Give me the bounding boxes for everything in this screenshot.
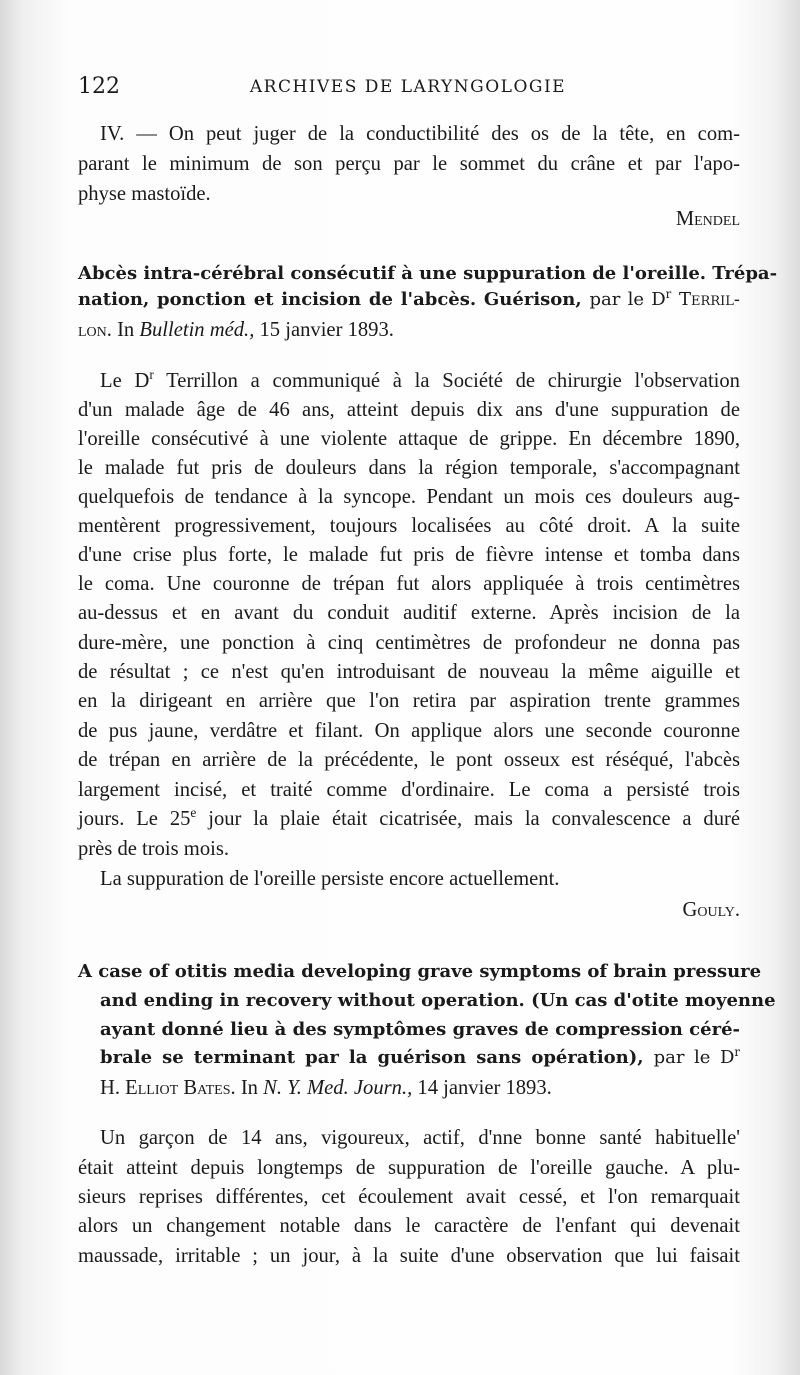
author-signature: Mendel <box>675 208 740 230</box>
paragraph-line: IV. — On peut juger de la conductibilité des os de la tête, en com- <box>100 123 740 145</box>
article-title-line: lon. In Bulletin méd., 15 janvier 1893. <box>78 319 394 341</box>
paragraph-line: était atteint depuis longtemps de suppuration de l'oreille gauche. A plu- <box>78 1157 740 1179</box>
paragraph-line: le malade fut pris de douleurs dans la région temporale, s'accompagnant <box>78 457 740 479</box>
paragraph-line: de résultat ; ce n'est qu'en introduisant de nouveau la même aiguille et <box>78 661 740 683</box>
page-number: 122 <box>78 74 120 99</box>
paragraph-line: en la dirigeant en arrière que l'on retira par aspiration trente grammes <box>78 690 740 712</box>
paragraph-line: le coma. Une couronne de trépan fut alors appliquée à trois centimètres <box>78 573 740 595</box>
paragraph-line: sieurs reprises différentes, cet écoulement avait cessé, et l'on remarquait <box>78 1186 740 1208</box>
article-title-line: H. Elliot Bates. In N. Y. Med. Journ., 14 janvier 1893. <box>100 1077 552 1099</box>
paragraph-line: alors un changement notable dans le caractère de l'enfant qui devenait <box>78 1215 740 1237</box>
author-signature: Gouly. <box>682 899 740 921</box>
paragraph-line: largement incisé, et traité comme d'ordinaire. Le coma a persisté trois <box>78 779 740 801</box>
paragraph-line: Le $D^r$ Terrillon a communiqué à la Société de chirurgie l'observation <box>100 367 740 392</box>
paragraph-line: jours. Le 25e jour la plaie était cicatrisée, mais la convalescence a duré <box>78 805 740 830</box>
paragraph-line: maussade, irritable ; un jour, à la suite d'une observation que lui faisait <box>78 1245 740 1267</box>
paragraph-line: d'une crise plus forte, le malade fut pris de fièvre intense et tomba dans <box>78 544 740 566</box>
paragraph-line: de pus jaune, verdâtre et filant. On applique alors une seconde couronne <box>78 720 740 742</box>
article-title-line: Abcès intra-cérébral consécutif à une suppuration de l'oreille. Trépa- <box>78 263 778 284</box>
paragraph-line: Un garçon de 14 ans, vigoureux, actif, d'nne bonne santé habituelle' <box>100 1127 740 1149</box>
article-title-line: nation, ponction et incision de l'abcès. Guérison, par le $D^r$ Terril- <box>78 287 740 310</box>
article-title-line: ayant donné lieu à des symptômes graves de compression céré- <box>100 1019 740 1040</box>
article-title-line: brale se terminant par la guérison sans opération), par le $D^r$ <box>100 1045 740 1068</box>
paragraph-line: d'un malade âge de 46 ans, atteint depuis dix ans d'une suppuration de <box>78 399 740 421</box>
running-header <box>78 74 738 106</box>
paragraph-line: dure-mère, une ponction à cinq centimètres de profondeur ne donna pas <box>78 632 740 654</box>
paragraph-line: La suppuration de l'oreille persiste encore actuellement. <box>100 868 560 890</box>
paragraph-line: près de trois mois. <box>78 838 230 860</box>
paragraph-line: quelquefois de tendance à la syncope. Pendant un mois ces douleurs aug- <box>78 486 740 508</box>
paragraph-line: de trépan en arrière de la précédente, le pont osseux est réséqué, l'abcès <box>78 749 740 771</box>
paragraph-line: au-dessus et en avant du conduit auditif externe. Après incision de la <box>78 602 740 624</box>
paragraph-line: mentèrent progressivement, toujours localisées au côté droit. A la suite <box>78 515 740 537</box>
paragraph-line: physe mastoïde. <box>78 183 211 205</box>
running-title: ARCHIVES DE LARYNGOLOGIE <box>249 77 567 97</box>
paragraph-line: parant le minimum de son perçu par le sommet du crâne et par l'apo- <box>78 153 740 175</box>
paragraph-line: l'oreille consécutivé à une violente attaque de grippe. En décembre 1890, <box>78 428 740 450</box>
article-title-line: and ending in recovery without operation. (Un cas d'otite moyenne <box>100 990 776 1011</box>
article-title-line: A case of otitis media developing grave symptoms of brain pressure <box>78 961 762 982</box>
